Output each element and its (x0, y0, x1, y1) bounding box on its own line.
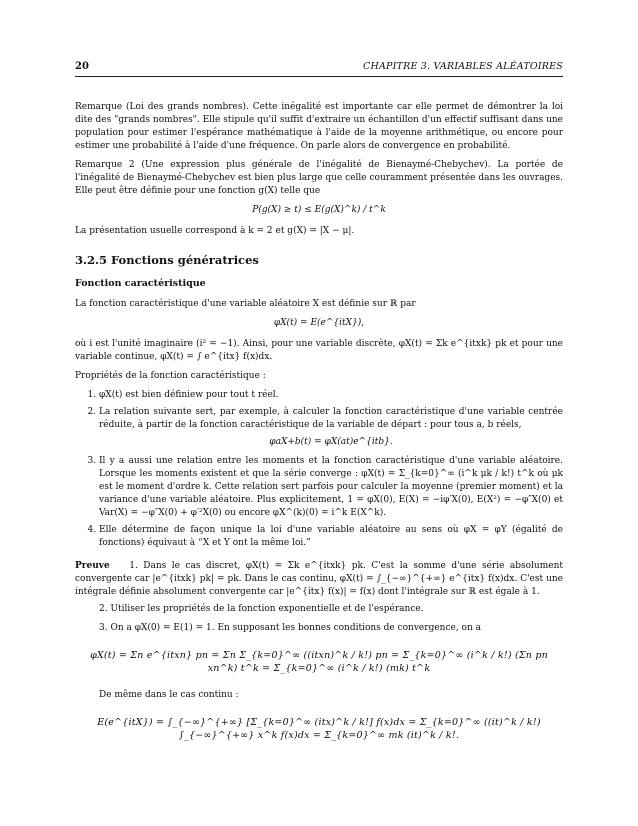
remarque-grands-nombres: Remarque (Loi des grands nombres). Cette inégalité est importante car elle permet de démontrer la loi dite des "grands nombres". Elle stipule qu'il suffit d'extraire un échantillon d'un effectif suffisant dans une population pour estimer l'espérance mathématique à l'aide de la moyenne arithmétique, ou encore pour estimer une probabilité à l'aide d'une fréquence. On parle alors de convergence en probabilité. (75, 102, 563, 151)
equation-continuous: E(e^{itX}) = ∫_{−∞}^{+∞} [Σ_{k=0}^∞ (itx)^k / k!] f(x)dx = Σ_{k=0}^∞ ((it)^k / k!) ∫_{−∞}^{+∞} x^k f(x)dx = Σ_{k=0}^∞ mk (it)^k / k!. (97, 717, 541, 741)
preuve-item-3: 3. On a φX(0) = E(1) = 1. En supposant les bonnes conditions de convergence, on a (99, 623, 481, 633)
remarque-2: Remarque 2 (Une expression plus générale de l'inégalité de Bienaymé-Chebychev). La portée de l'inégalité de Bienaymé-Chebychev est bien plus large que celle couramment présentée dans les ouvrages. Elle peut être définie pour une fonction g(X) telle que (75, 160, 563, 196)
properties-title: Propriétés de la fonction caractéristique : (75, 371, 266, 381)
preuve-block (75, 560, 563, 599)
section-title: 3.2.5 Fonctions génératrices (75, 253, 259, 267)
preuve-item-2: 2. Utiliser les propriétés de la fonction exponentielle et de l'espérance. (99, 604, 424, 614)
page-number: 20 (75, 61, 89, 72)
property-item (99, 406, 563, 449)
continu-intro: De même dans le cas continu : (99, 690, 239, 700)
subsection-title: Fonction caractéristique (75, 278, 206, 289)
definition-details: où i est l'unité imaginaire (i² = −1). Ainsi, pour une variable discrète, φX(t) = Σk e^{itxk} pk et pour une variable continue, φX(t) = ∫ e^{itx} f(x)dx. (75, 339, 563, 362)
equation-definition: φX(t) = E(e^{itX}), (273, 318, 365, 328)
document-page (75, 60, 563, 756)
properties-list (75, 389, 563, 550)
presentation-usuelle: La présentation usuelle correspond à k = 2 et g(X) = |X − μ|. (75, 226, 355, 236)
page-header (75, 60, 563, 77)
preuve-item-1: 1. Dans le cas discret, φX(t) = Σk e^{itxk} pk. C'est la somme d'une série absolument convergente car |e^{itxk} pk| = pk. Dans le cas continu, φX(t) = ∫_{−∞}^{+∞} e^{itx} f(x)dx. C'est une intégrale définie absolument convergente car |e^{itx} f(x)| = f(x) dont l'intégrale sur ℝ est égale à 1. (75, 561, 563, 597)
definition-intro: La fonction caractéristique d'une variable aléatoire X est définie sur ℝ par (75, 299, 416, 309)
property-item: 1. φX(t) est bien définiew pour tout t réel. (99, 389, 563, 402)
property-item: 3. Il y a aussi une relation entre les moments et la fonction caractéristique d'une variable aléatoire. Lorsque les moments existent et que la série converge : φX(t) = Σ_{k=0}^∞ (i^k μk / k!) t^k où μk est le moment d'ordre k. Cette relation sert parfois pour calculer la moyenne (premier moment) et la variance d'une variable aléatoire. Plus explicitement, 1 = φX(0), E(X) = −iφ′X(0), E(X²) = −φ″X(0) et Var(X) = −φ″X(0) + φ′²X(0) ou encore φX^(k)(0) = i^k E(X^k). (99, 455, 563, 520)
equation-discrete: φX(t) = Σn e^{itxn} pn = Σn Σ_{k=0}^∞ ((itxn)^k / k!) pn = Σ_{k=0}^∞ (i^k / k!) (Σn pn xn^k) t^k = Σ_{k=0}^∞ (i^k / k!) (mk) t^k (90, 650, 548, 674)
equation-bienayme: P(g(X) ≥ t) ≤ E(g(X)^k) / t^k (252, 205, 386, 215)
property-item: 4. Elle détermine de façon unique la loi d'une variable aléatoire au sens où φX = φY (égalité de fonctions) équivaut à “X et Y ont la même loi.” (99, 524, 563, 550)
preuve-label: Preuve (75, 561, 110, 571)
property-text: La relation suivante sert, par exemple, à calculer la fonction caractéristique d'une variable centrée réduite, à partir de la fonction caractéristique de la variable de départ : pour tous a, b réels, (99, 407, 563, 430)
equation-affine: φaX+b(t) = φX(at)e^{itb}. (269, 437, 393, 447)
chapter-title: CHAPITRE 3. VARIABLES ALÉATOIRES (363, 61, 563, 72)
